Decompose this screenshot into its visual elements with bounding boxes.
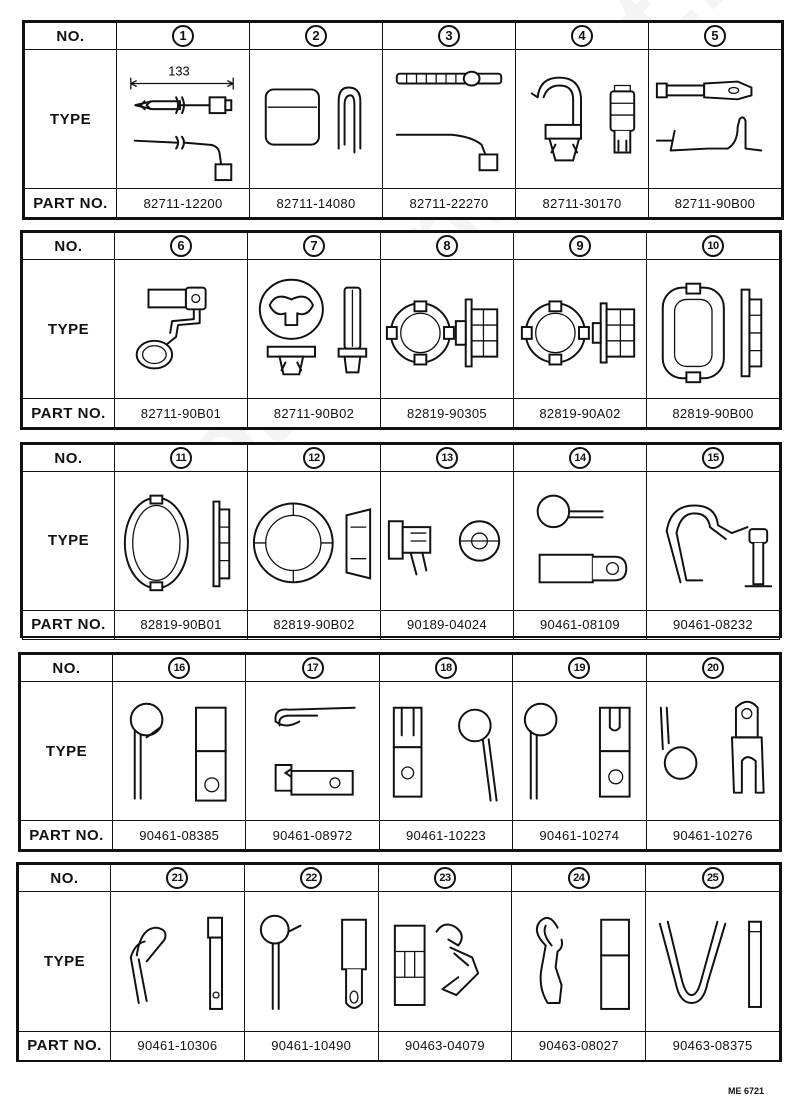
part-no-label: PART NO. (21, 821, 113, 850)
part-number-14: 90461-08109 (514, 610, 647, 639)
part-number-12: 82819-90B02 (248, 610, 381, 639)
item-number-17: 17 (246, 655, 379, 682)
type-label: TYPE (23, 260, 115, 399)
parts-table-1 (22, 20, 784, 220)
part-number-7: 82711-90B02 (248, 399, 381, 428)
no-label: NO. (25, 23, 117, 50)
part-number-22: 90461-10490 (244, 1031, 378, 1060)
clamp-drawing-4 (516, 50, 649, 189)
no-label: NO. (19, 865, 111, 892)
clamp-drawing-17 (246, 682, 379, 821)
item-number-1: 1 (117, 23, 250, 50)
clamp-drawing-22 (244, 892, 378, 1032)
clamp-drawing-14 (514, 472, 647, 611)
part-number-19: 90461-10274 (513, 821, 646, 850)
clamp-drawing-18 (379, 682, 512, 821)
no-label: NO. (23, 233, 115, 260)
clamp-drawing-19 (513, 682, 646, 821)
item-number-2: 2 (250, 23, 383, 50)
dimension-label: 133 (168, 63, 190, 79)
item-number-19: 19 (513, 655, 646, 682)
item-number-3: 3 (383, 23, 516, 50)
item-number-20: 20 (646, 655, 779, 682)
clamp-drawing-9 (514, 260, 647, 399)
item-number-16: 16 (113, 655, 246, 682)
item-number-9: 9 (514, 233, 647, 260)
part-number-3: 82711-22270 (383, 189, 516, 218)
parts-table-4 (18, 652, 782, 852)
clamp-drawing-5 (649, 50, 782, 189)
clamp-drawing-16 (113, 682, 246, 821)
part-number-5: 82711-90B00 (649, 189, 782, 218)
part-no-label: PART NO. (19, 1031, 111, 1060)
clamp-drawing-1 (117, 50, 250, 189)
item-number-23: 23 (378, 865, 512, 892)
no-label: NO. (21, 655, 113, 682)
clamp-drawing-24 (512, 892, 646, 1032)
clamp-drawing-21 (111, 892, 245, 1032)
clamp-drawing-20 (646, 682, 779, 821)
clamp-drawing-13 (381, 472, 514, 611)
part-number-8: 82819-90305 (381, 399, 514, 428)
clamp-drawing-23 (378, 892, 512, 1032)
parts-table-2 (20, 230, 782, 430)
part-number-24: 90463-08027 (512, 1031, 646, 1060)
type-label: TYPE (23, 472, 115, 611)
part-number-11: 82819-90B01 (115, 610, 248, 639)
type-label: TYPE (19, 892, 111, 1032)
part-number-21: 90461-10306 (111, 1031, 245, 1060)
item-number-13: 13 (381, 445, 514, 472)
part-no-label: PART NO. (25, 189, 117, 218)
item-number-24: 24 (512, 865, 646, 892)
part-number-18: 90461-10223 (379, 821, 512, 850)
item-number-25: 25 (646, 865, 780, 892)
item-number-12: 12 (248, 445, 381, 472)
part-number-23: 90463-04079 (378, 1031, 512, 1060)
part-number-25: 90463-08375 (646, 1031, 780, 1060)
part-number-10: 82819-90B00 (647, 399, 780, 428)
no-label: NO. (23, 445, 115, 472)
item-number-22: 22 (244, 865, 378, 892)
item-number-6: 6 (115, 233, 248, 260)
clamp-drawing-11 (115, 472, 248, 611)
clamp-drawing-15 (647, 472, 780, 611)
part-number-4: 82711-30170 (516, 189, 649, 218)
figure-code: ME 6721 (727, 1086, 764, 1096)
item-number-11: 11 (115, 445, 248, 472)
part-number-9: 82819-90A02 (514, 399, 647, 428)
part-number-6: 82711-90B01 (115, 399, 248, 428)
part-number-20: 90461-10276 (646, 821, 779, 850)
item-number-21: 21 (111, 865, 245, 892)
item-number-14: 14 (514, 445, 647, 472)
part-number-13: 90189-04024 (381, 610, 514, 639)
type-label: TYPE (25, 50, 117, 189)
parts-table-3 (20, 442, 782, 638)
item-number-8: 8 (381, 233, 514, 260)
item-number-15: 15 (647, 445, 780, 472)
part-no-label: PART NO. (23, 610, 115, 639)
clamp-drawing-25 (646, 892, 780, 1032)
clamp-drawing-12 (248, 472, 381, 611)
clamp-drawing-10 (647, 260, 780, 399)
part-number-15: 90461-08232 (647, 610, 780, 639)
item-number-7: 7 (248, 233, 381, 260)
item-number-10: 10 (647, 233, 780, 260)
clamp-drawing-6 (115, 260, 248, 399)
type-label: TYPE (21, 682, 113, 821)
clamp-drawing-8 (381, 260, 514, 399)
item-number-18: 18 (379, 655, 512, 682)
clamp-drawing-2 (250, 50, 383, 189)
part-no-label: PART NO. (23, 399, 115, 428)
part-number-2: 82711-14080 (250, 189, 383, 218)
item-number-4: 4 (516, 23, 649, 50)
clamp-drawing-3 (383, 50, 516, 189)
part-number-17: 90461-08972 (246, 821, 379, 850)
parts-table-5 (16, 862, 782, 1062)
part-number-1: 82711-12200 (117, 189, 250, 218)
part-number-16: 90461-08385 (113, 821, 246, 850)
item-number-5: 5 (649, 23, 782, 50)
clamp-drawing-7 (248, 260, 381, 399)
